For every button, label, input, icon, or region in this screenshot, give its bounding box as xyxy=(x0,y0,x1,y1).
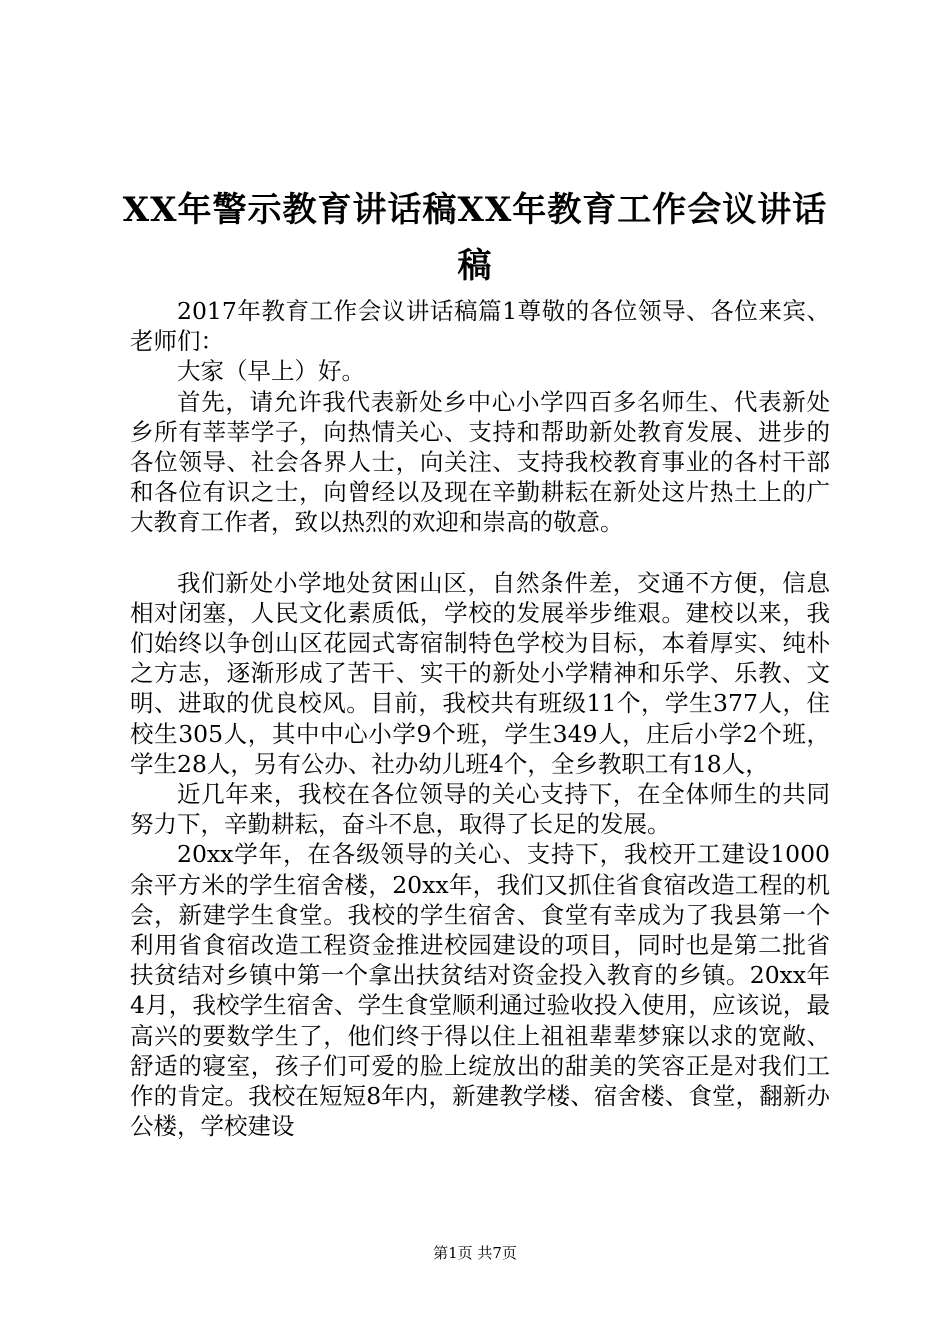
page-footer: 第1页 共7页 xyxy=(433,1244,517,1262)
document-title: XX年警示教育讲话稿XX年教育工作会议讲话稿 xyxy=(122,190,828,286)
paragraph-welcome: 首先，请允许我代表新处乡中心小学四百多名师生、代表新处乡所有莘莘学子，向热情关心、支持和帮助新处教育发展、进步的各位领导、社会各界人士，向关注、支持我校教育事业的各村干部和各位有识之士，向曾经以及现在辛勤耕耘在新处这片热土上的广大教育工作者，致以热烈的欢迎和崇高的敬意。 xyxy=(130,387,830,537)
document-body xyxy=(130,296,830,1141)
paragraph-school-overview: 我们新处小学地处贫困山区，自然条件差，交通不方便，信息相对闭塞，人民文化素质低，学校的发展举步维艰。建校以来，我们始终以争创山区花园式寄宿制特色学校为目标，本着厚实、纯朴之方志，逐渐形成了苦干、实干的新处小学精神和乐学、乐教、文明、进取的优良校风。目前，我校共有班级11个，学生377人，住校生305人，其中中心小学9个班，学生349人，庄后小学2个班，学生28人，另有公办、社办幼儿班4个，全乡教职工有18人， xyxy=(130,568,830,778)
paragraph-construction: 20xx学年，在各级领导的关心、支持下，我校开工建设1000余平方米的学生宿舍楼，20xx年，我们又抓住省食宿改造工程的机会，新建学生食堂。我校的学生宿舍、食堂有幸成为了我县第一个利用省食宿改造工程资金推进校园建设的项目，同时也是第二批省扶贫结对乡镇中第一个拿出扶贫结对资金投入教育的乡镇。20xx年4月，我校学生宿舍、学生食堂顺利通过验收投入使用，应该说，最高兴的要数学生了，他们终于得以住上祖祖辈辈梦寐以求的宽敞、舒适的寝室，孩子们可爱的脸上绽放出的甜美的笑容正是对我们工作的肯定。我校在短短8年内，新建教学楼、宿舍楼、食堂，翻新办公楼，学校建设 xyxy=(130,840,830,1141)
paragraph-hello: 大家（早上）好。 xyxy=(177,357,365,386)
paragraph-greeting: 2017年教育工作会议讲话稿篇1尊敬的各位领导、各位来宾、老师们： xyxy=(130,297,830,356)
paragraph-development: 近几年来，我校在各位领导的关心支持下，在全体师生的共同努力下，辛勤耕耘，奋斗不息，取得了长足的发展。 xyxy=(130,780,830,839)
